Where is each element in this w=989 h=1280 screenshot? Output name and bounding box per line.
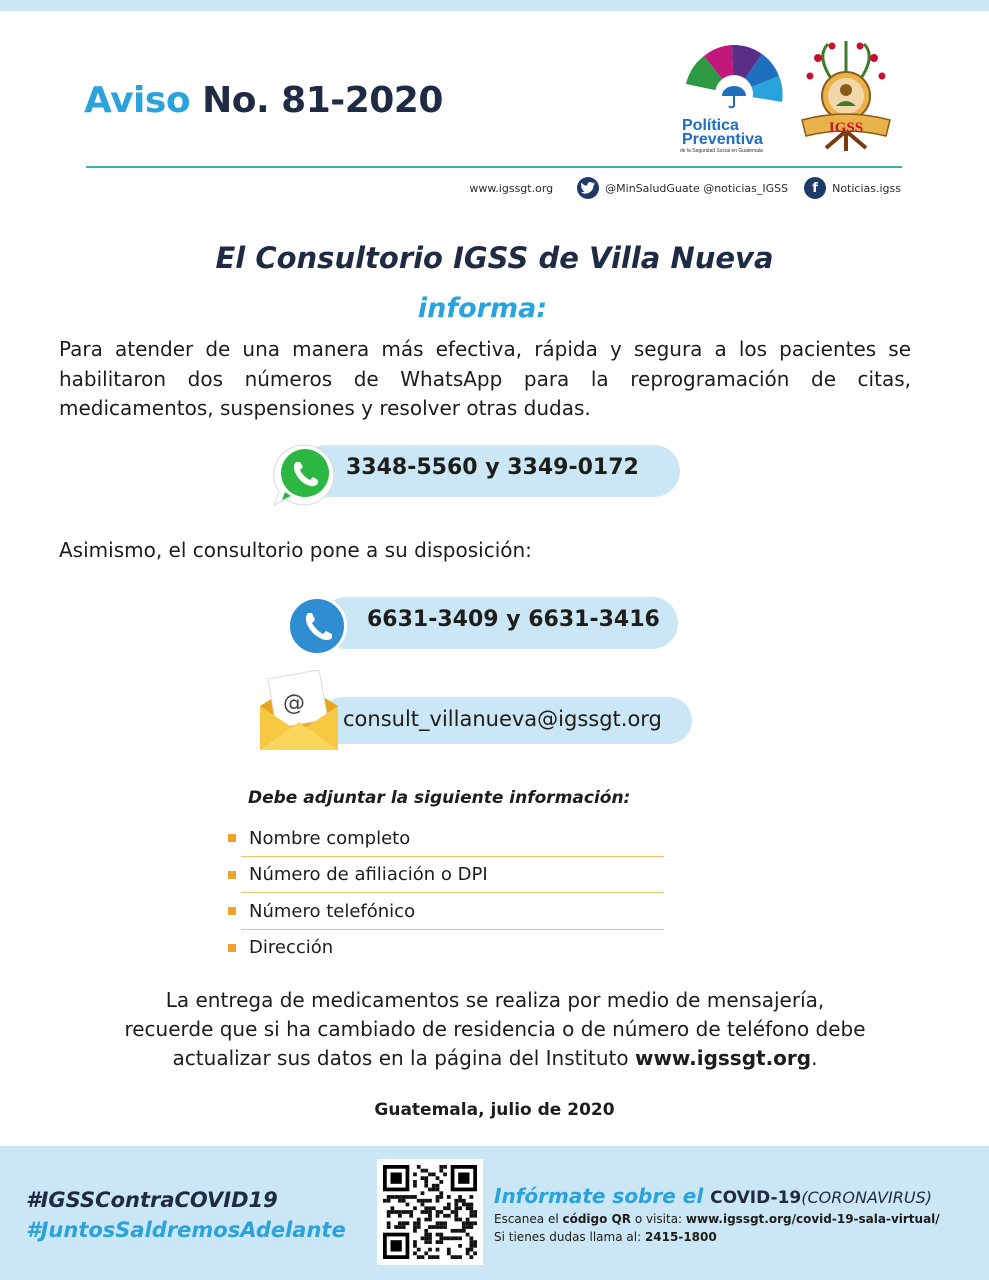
call-number[interactable]: 2415-1800 [644, 1230, 717, 1244]
list-item: Número de afiliación o DPI [228, 857, 664, 894]
hashtag-1: #IGSSContraCOVID19 [26, 1188, 278, 1212]
pp-line2: Preventiva [682, 131, 763, 148]
phone-numbers[interactable]: 6631-3409 y 6631-3416 [367, 607, 660, 632]
intro-paragraph: Para atender de una manera más efectiva, rápida y segura a los pacientes se habilitaron dos números de WhatsApp para la reprogramación de citas, medicamentos, suspensiones y resolver otras dudas. [59, 337, 911, 420]
twitter-icon [577, 177, 599, 199]
bullet-icon [228, 944, 236, 952]
svg-text:@: @ [283, 691, 305, 716]
social-links [469, 177, 901, 199]
aviso-word: Aviso [84, 80, 191, 121]
email-address[interactable]: consult_villanueva@igssgt.org [343, 707, 662, 731]
igss-logo [796, 36, 896, 156]
top-bar [0, 0, 989, 11]
requirements-title: Debe adjuntar la siguiente información: [248, 788, 631, 808]
envelope-icon [256, 670, 342, 760]
list-item: Número telefónico [228, 893, 664, 930]
pp-sub: de la Seguridad Social en Guatemala [680, 148, 763, 154]
aviso-number: No. 81-2020 [202, 80, 443, 121]
headline: El Consultorio IGSS de Villa Nueva [215, 241, 774, 275]
delivery-paragraph: La entrega de medicamentos se realiza por medio de mensajería, recuerde que si ha cambiado de residencia o de número de teléfono debe actualizar sus datos en la página del Instituto www.igssgt.org. [124, 988, 866, 1070]
facebook-icon: f [804, 177, 826, 199]
availability-text: Asimismo, el consultorio pone a su disposición: [59, 538, 532, 562]
header-rule [86, 166, 902, 168]
requirements-list [228, 820, 664, 966]
call-line: Si tienes dudas llama al: 2415-1800 [494, 1230, 717, 1244]
covid-url-link[interactable]: www.igssgt.org/covid-19-sala-virtual/ [685, 1212, 940, 1226]
subheadline: informa: [417, 293, 548, 324]
website-link[interactable]: www.igssgt.org [469, 181, 554, 195]
date-line: Guatemala, julio de 2020 [374, 1100, 615, 1120]
phone-icon [287, 596, 347, 656]
politica-preventiva-logo [676, 44, 788, 154]
notice-title [84, 80, 443, 121]
institute-link[interactable]: www.igssgt.org [634, 1046, 812, 1070]
bullet-icon [228, 907, 236, 915]
pp-line1: Política [682, 117, 739, 134]
bullet-icon [228, 834, 236, 842]
whatsapp-icon [272, 442, 338, 508]
list-item: Nombre completo [228, 820, 664, 857]
bullet-icon [228, 871, 236, 879]
list-item: Dirección [228, 930, 664, 967]
qr-code-icon[interactable] [377, 1159, 483, 1265]
covid-info-title: Infórmate sobre el COVID-19(CORONAVIRUS) [494, 1184, 932, 1208]
facebook-handle[interactable]: Noticias.igss [832, 181, 901, 195]
hashtag-2: #JuntosSaldremosAdelante [26, 1218, 346, 1242]
twitter-handles[interactable]: @MinSaludGuate @noticias_IGSS [605, 181, 789, 195]
whatsapp-numbers[interactable]: 3348-5560 y 3349-0172 [346, 455, 639, 480]
scan-line: Escanea el código QR o visita: www.igssgt.org/covid-19-sala-virtual/ [494, 1212, 940, 1226]
igss-logo-text: IGSS [828, 120, 864, 136]
